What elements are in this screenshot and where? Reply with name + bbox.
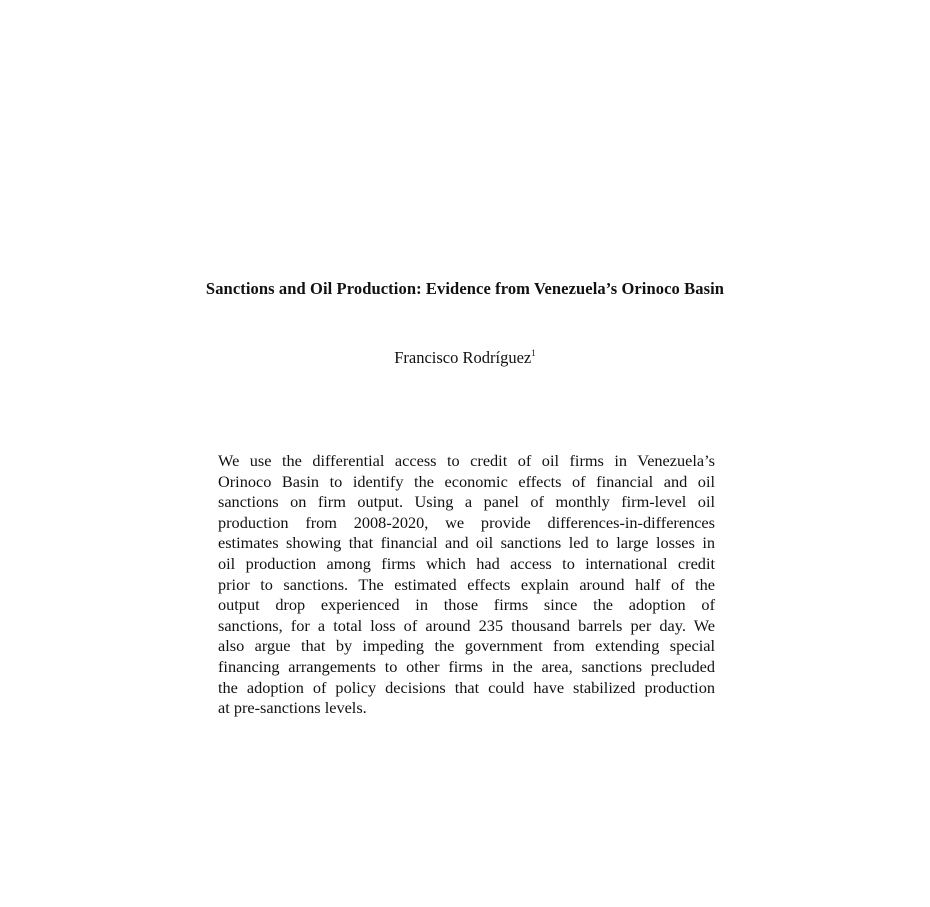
abstract-line: prior to sanctions. The estimated effects explain around half of the [218,574,715,594]
abstract-line: also argue that by impeding the government from extending special [218,636,715,656]
abstract-line: sanctions, for a total loss of around 235 thousand barrels per day. We [218,615,715,635]
paper-title: Sanctions and Oil Production: Evidence from Venezuela’s Orinoco Basin [205,279,725,298]
abstract-line: at pre-sanctions levels. [218,698,367,718]
footnote-mark[interactable]: 1 [531,348,536,358]
author-name: Francisco Rodríguez [394,348,532,367]
abstract [218,451,715,719]
abstract-line: sanctions on firm output. Using a panel of monthly firm-level oil [218,492,715,512]
abstract-line: estimates showing that financial and oil sanctions led to large losses in [218,533,715,553]
abstract-line: output drop experienced in those firms since the adoption of [218,595,715,615]
abstract-line: the adoption of policy decisions that could have stabilized production [218,677,715,697]
abstract-line: production from 2008-2020, we provide differences-in-differences [218,512,715,532]
abstract-line: We use the differential access to credit of oil firms in Venezuela’s [218,451,715,470]
author-line [0,348,930,368]
abstract-line: financing arrangements to other firms in the area, sanctions precluded [218,656,715,676]
abstract-line: Orinoco Basin to identify the economic effects of financial and oil [218,471,715,491]
abstract-line: oil production among firms which had access to international credit [218,553,715,573]
